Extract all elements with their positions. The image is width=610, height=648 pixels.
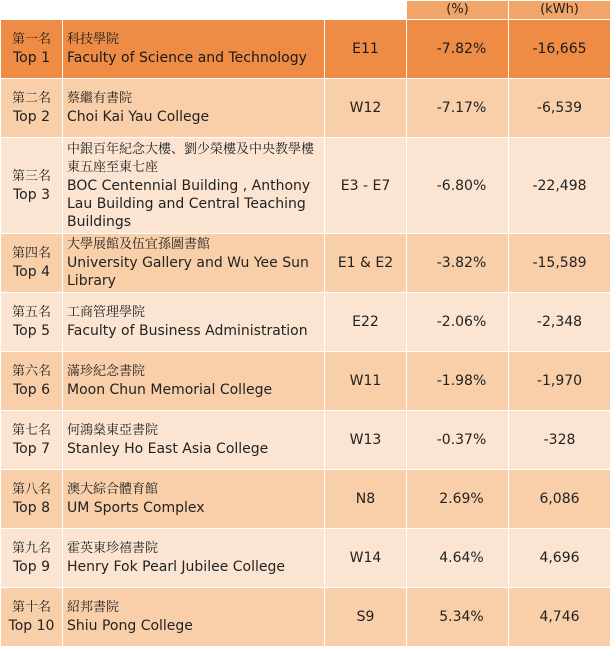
building-name-zh: 霍英東珍禧書院 bbox=[67, 541, 159, 556]
header-row bbox=[1, 1, 610, 20]
rank-cell bbox=[1, 529, 63, 588]
percent-change: 2.69% bbox=[407, 470, 509, 529]
rank-cell bbox=[1, 588, 63, 647]
rank-cell bbox=[1, 352, 63, 411]
building-code: E3 - E7 bbox=[325, 138, 407, 234]
building-code: E22 bbox=[325, 293, 407, 352]
rank-zh: 第三名 bbox=[11, 168, 51, 184]
kwh-change: -16,665 bbox=[509, 20, 610, 79]
building-cell bbox=[63, 588, 325, 647]
building-cell bbox=[63, 79, 325, 138]
building-code: N8 bbox=[325, 470, 407, 529]
building-name-en: Moon Chun Memorial College bbox=[67, 382, 273, 398]
header-blank-rank bbox=[1, 1, 63, 20]
table-row bbox=[1, 588, 610, 647]
kwh-change: -15,589 bbox=[509, 234, 610, 293]
building-name-en: Stanley Ho East Asia College bbox=[67, 441, 269, 457]
kwh-change: -2,348 bbox=[509, 293, 610, 352]
building-code: W13 bbox=[325, 411, 407, 470]
percent-change: -1.98% bbox=[407, 352, 509, 411]
building-name-zh: 滿珍紀念書院 bbox=[67, 364, 146, 379]
rank-zh: 第一名 bbox=[11, 32, 51, 47]
rank-cell bbox=[1, 79, 63, 138]
building-cell bbox=[63, 20, 325, 79]
building-code: E11 bbox=[325, 20, 407, 79]
building-code: E1 & E2 bbox=[325, 234, 407, 293]
rank-zh: 第七名 bbox=[11, 423, 51, 438]
header-kwh: (kWh) bbox=[509, 1, 610, 20]
rank-cell bbox=[1, 470, 63, 529]
building-name-zh: 科技學院 bbox=[67, 32, 120, 47]
building-name-en: Faculty of Science and Technology bbox=[67, 50, 307, 66]
rank-zh: 第四名 bbox=[11, 246, 51, 261]
percent-change: -2.06% bbox=[407, 293, 509, 352]
table-row bbox=[1, 138, 610, 234]
building-name-en: BOC Centennial Building , Anthony Lau Building and Central Teaching Buildings bbox=[67, 177, 311, 230]
header-blank-name bbox=[63, 1, 325, 20]
kwh-change: -1,970 bbox=[509, 352, 610, 411]
rank-en: Top 10 bbox=[8, 618, 55, 634]
rank-en: Top 4 bbox=[13, 264, 50, 280]
building-code: W14 bbox=[325, 529, 407, 588]
building-cell bbox=[63, 352, 325, 411]
rank-en: Top 7 bbox=[13, 441, 50, 457]
percent-change: -3.82% bbox=[407, 234, 509, 293]
rank-cell bbox=[1, 234, 63, 293]
rank-en: Top 3 bbox=[13, 186, 50, 203]
building-name-en: Faculty of Business Administration bbox=[67, 323, 308, 339]
rank-zh: 第九名 bbox=[11, 541, 51, 556]
rank-en: Top 5 bbox=[13, 323, 50, 339]
percent-change: 4.64% bbox=[407, 529, 509, 588]
table-row bbox=[1, 79, 610, 138]
rank-en: Top 9 bbox=[13, 559, 50, 575]
rank-zh: 第八名 bbox=[11, 482, 51, 497]
header-pct: (%) bbox=[407, 1, 509, 20]
building-name-zh: 紹邦書院 bbox=[67, 600, 120, 615]
building-name-zh: 工商管理學院 bbox=[67, 305, 146, 320]
percent-change: -7.17% bbox=[407, 79, 509, 138]
table-row bbox=[1, 20, 610, 79]
building-name-zh: 中銀百年紀念大樓、劉少榮樓及中央教學樓東五座至東七座 bbox=[67, 141, 315, 175]
percent-change: -7.82% bbox=[407, 20, 509, 79]
kwh-change: 4,746 bbox=[509, 588, 610, 647]
rank-zh: 第二名 bbox=[11, 91, 51, 106]
rank-en: Top 2 bbox=[13, 109, 50, 125]
building-name-en: University Gallery and Wu Yee Sun Library bbox=[67, 255, 309, 289]
building-name-en: Choi Kai Yau College bbox=[67, 109, 210, 125]
rank-en: Top 6 bbox=[13, 382, 50, 398]
building-code: W12 bbox=[325, 79, 407, 138]
percent-change: -6.80% bbox=[407, 138, 509, 234]
building-name-zh: 大學展館及伍宜孫圖書館 bbox=[67, 237, 211, 252]
kwh-change: -6,539 bbox=[509, 79, 610, 138]
rank-zh: 第六名 bbox=[11, 364, 51, 379]
table-row bbox=[1, 411, 610, 470]
kwh-change: 4,696 bbox=[509, 529, 610, 588]
kwh-change: -22,498 bbox=[509, 138, 610, 234]
rank-en: Top 8 bbox=[13, 500, 50, 516]
table-row bbox=[1, 293, 610, 352]
rank-zh: 第五名 bbox=[11, 305, 51, 320]
building-code: W11 bbox=[325, 352, 407, 411]
rank-cell bbox=[1, 293, 63, 352]
table-row bbox=[1, 529, 610, 588]
building-cell bbox=[63, 234, 325, 293]
building-cell bbox=[63, 293, 325, 352]
rank-cell bbox=[1, 411, 63, 470]
rank-cell bbox=[1, 138, 63, 234]
building-cell bbox=[63, 138, 325, 234]
building-name-zh: 蔡繼有書院 bbox=[67, 91, 133, 106]
building-cell bbox=[63, 529, 325, 588]
percent-change: 5.34% bbox=[407, 588, 509, 647]
table-row bbox=[1, 234, 610, 293]
kwh-change: 6,086 bbox=[509, 470, 610, 529]
building-name-en: Shiu Pong College bbox=[67, 618, 193, 634]
rank-cell bbox=[1, 20, 63, 79]
building-cell bbox=[63, 411, 325, 470]
building-code: S9 bbox=[325, 588, 407, 647]
table-row bbox=[1, 470, 610, 529]
table-row bbox=[1, 352, 610, 411]
building-cell bbox=[63, 470, 325, 529]
building-name-en: UM Sports Complex bbox=[67, 500, 205, 516]
rank-en: Top 1 bbox=[13, 50, 50, 66]
percent-change: -0.37% bbox=[407, 411, 509, 470]
header-blank-code bbox=[325, 1, 407, 20]
building-name-zh: 澳大綜合體育館 bbox=[67, 482, 159, 497]
kwh-change: -328 bbox=[509, 411, 610, 470]
rank-zh: 第十名 bbox=[11, 600, 51, 615]
building-name-en: Henry Fok Pearl Jubilee College bbox=[67, 559, 285, 575]
building-name-zh: 何鴻燊東亞書院 bbox=[67, 423, 159, 438]
